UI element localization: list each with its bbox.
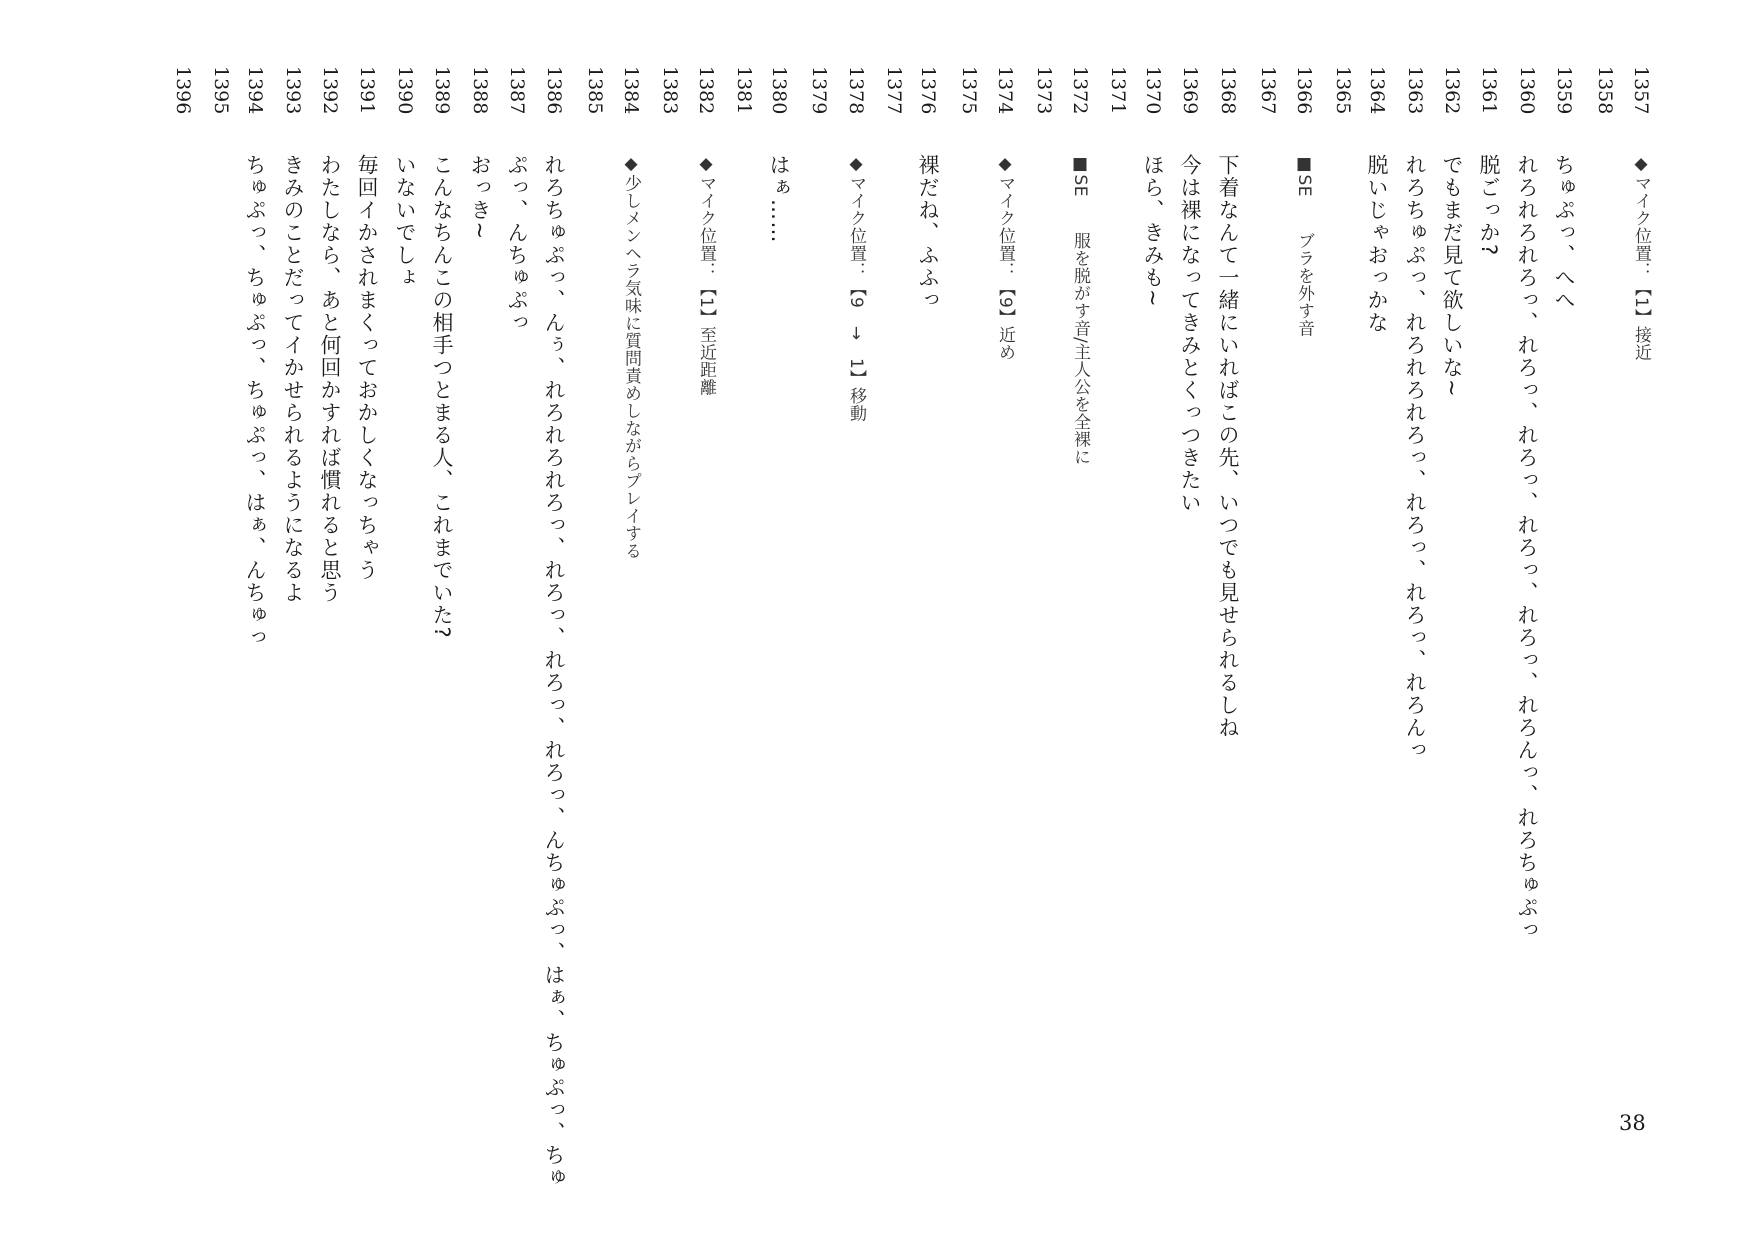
script-line xyxy=(1581,66,1617,1096)
script-line xyxy=(1618,66,1654,1096)
line-number: 1360 xyxy=(1516,66,1538,115)
script-line xyxy=(945,66,981,1096)
script-line xyxy=(720,66,756,1096)
dialogue-text: れろちゅぷっ、んぅ、れろれろれろっ、れろっ、れろっ、れろっ、んちゅぷっ、はぁ、ちゅぷっ、ちゅ xyxy=(542,154,566,1189)
script-line xyxy=(197,66,233,1096)
dialogue-text: ほら、きみも~ xyxy=(1141,154,1165,309)
stage-direction: ◆マイク位置：【9 → 1】移動 xyxy=(846,154,866,422)
script-line xyxy=(496,66,532,1096)
script-line xyxy=(683,66,719,1096)
line-number: 1379 xyxy=(808,66,830,115)
script-line xyxy=(1244,66,1280,1096)
script-line xyxy=(159,66,195,1096)
line-number: 1389 xyxy=(431,66,453,115)
line-number: 1371 xyxy=(1107,66,1129,115)
line-number: 1383 xyxy=(659,66,681,115)
line-number: 1392 xyxy=(319,66,341,115)
dialogue-text: きみのことだってイかせられるようになるよ xyxy=(281,154,305,604)
line-number: 1388 xyxy=(469,66,491,115)
script-line xyxy=(384,66,420,1096)
dialogue-text: おっき~ xyxy=(468,154,492,241)
dialogue-text: ちゅぷっ、へへ xyxy=(1552,154,1576,312)
stage-direction: ◆マイク位置：【1】至近距離 xyxy=(696,154,716,396)
line-number: 1391 xyxy=(356,66,378,115)
line-number: 1365 xyxy=(1332,66,1354,115)
script-line xyxy=(1057,66,1093,1096)
script-line xyxy=(1468,66,1504,1096)
line-number: 1386 xyxy=(543,66,565,115)
line-number: 1363 xyxy=(1404,66,1426,115)
line-number: 1369 xyxy=(1179,66,1201,115)
script-line xyxy=(907,66,943,1096)
line-number: 1377 xyxy=(883,66,905,115)
line-number: 1358 xyxy=(1594,66,1616,115)
script-line xyxy=(1394,66,1430,1096)
dialogue-text: ぷっ、んちゅぷっ xyxy=(505,154,529,334)
stage-direction: ■SE 服を脱がす音/主人公を全裸に xyxy=(1070,154,1090,466)
script-line xyxy=(1356,66,1392,1096)
dialogue-text: ちゅぷっ、ちゅぷっ、ちゅぷっ、はぁ、んちゅっ xyxy=(243,154,267,649)
dialogue-text: わたしなら、あと何回かすれば慣れると思う xyxy=(318,154,342,604)
dialogue-text: れろちゅぷっ、れろれろれろっ、れろっ、れろっ、れろんっ xyxy=(1403,154,1427,762)
line-number: 1357 xyxy=(1630,66,1652,115)
line-number: 1381 xyxy=(733,66,755,115)
script-line xyxy=(234,66,270,1096)
line-number: 1376 xyxy=(917,66,939,115)
dialogue-text: 今は裸になってきみとくっつきたい xyxy=(1178,154,1202,514)
line-number: 1362 xyxy=(1441,66,1463,115)
stage-direction: ◆少しメンヘラ気味に質問責めしながらプレイする xyxy=(621,154,641,560)
script-line xyxy=(1543,66,1579,1096)
script-line xyxy=(1169,66,1205,1096)
script-line xyxy=(1319,66,1355,1096)
line-number: 1384 xyxy=(620,66,642,115)
dialogue-text: でもまだ見て欲しいな~ xyxy=(1440,154,1464,399)
line-number: 1373 xyxy=(1033,66,1055,115)
dialogue-text: こんなちんこの相手つとまる人、これまでいた? xyxy=(430,154,454,640)
line-number: 1378 xyxy=(845,66,867,115)
script-line xyxy=(459,66,495,1096)
script-line xyxy=(309,66,345,1096)
line-number: 1382 xyxy=(695,66,717,115)
line-number: 1387 xyxy=(506,66,528,115)
script-line xyxy=(833,66,869,1096)
script-line xyxy=(421,66,457,1096)
line-number: 1375 xyxy=(958,66,980,115)
line-number: 1359 xyxy=(1553,66,1575,115)
stage-direction: ◆マイク位置：【1】接近 xyxy=(1631,154,1651,361)
line-number: 1393 xyxy=(282,66,304,115)
dialogue-text: 脱ごっか? xyxy=(1477,154,1501,257)
line-number: 1385 xyxy=(584,66,606,115)
line-number: 1368 xyxy=(1217,66,1239,115)
dialogue-text: れろれろれろっ、れろっ、れろっ、れろっ、れろっ、れろんっ、れろちゅぷっ xyxy=(1515,154,1539,942)
line-number: 1390 xyxy=(394,66,416,115)
script-line xyxy=(870,66,906,1096)
stage-direction: ■SE ブラを外す音 xyxy=(1294,154,1314,338)
script-line xyxy=(1094,66,1130,1096)
script-line xyxy=(646,66,682,1096)
line-number: 1372 xyxy=(1069,66,1091,115)
script-line xyxy=(272,66,308,1096)
script-line xyxy=(1132,66,1168,1096)
line-number: 1395 xyxy=(210,66,232,115)
script-line xyxy=(795,66,831,1096)
dialogue-text: いないでしょ xyxy=(393,154,417,289)
line-number: 1366 xyxy=(1293,66,1315,115)
dialogue-text: 脱いじゃおっかな xyxy=(1365,154,1389,334)
dialogue-text: 毎回イかされまくっておかしくなっちゃう xyxy=(355,154,379,582)
script-line xyxy=(982,66,1018,1096)
line-number: 1380 xyxy=(768,66,790,115)
dialogue-text: 裸だね、ふふっ xyxy=(916,154,940,312)
script-line xyxy=(1431,66,1467,1096)
line-number: 1374 xyxy=(994,66,1016,115)
line-number: 1367 xyxy=(1257,66,1279,115)
script-line xyxy=(346,66,382,1096)
line-number: 1364 xyxy=(1366,66,1388,115)
page-number: 38 xyxy=(1619,1111,1646,1135)
script-line xyxy=(1506,66,1542,1096)
script-line xyxy=(1281,66,1317,1096)
script-line xyxy=(758,66,794,1096)
dialogue-text: 下着なんて一緒にいればこの先、いつでも見せられるしね xyxy=(1216,154,1240,739)
line-number: 1361 xyxy=(1478,66,1500,115)
dialogue-text: はぁ…… xyxy=(767,154,791,244)
script-line xyxy=(571,66,607,1096)
stage-direction: ◆マイク位置：【9】近め xyxy=(995,154,1015,361)
line-number: 1394 xyxy=(244,66,266,115)
script-line xyxy=(1207,66,1243,1096)
script-line xyxy=(1020,66,1056,1096)
line-number: 1370 xyxy=(1142,66,1164,115)
script-line xyxy=(533,66,569,1189)
script-line xyxy=(608,66,644,1096)
line-number: 1396 xyxy=(172,66,194,115)
